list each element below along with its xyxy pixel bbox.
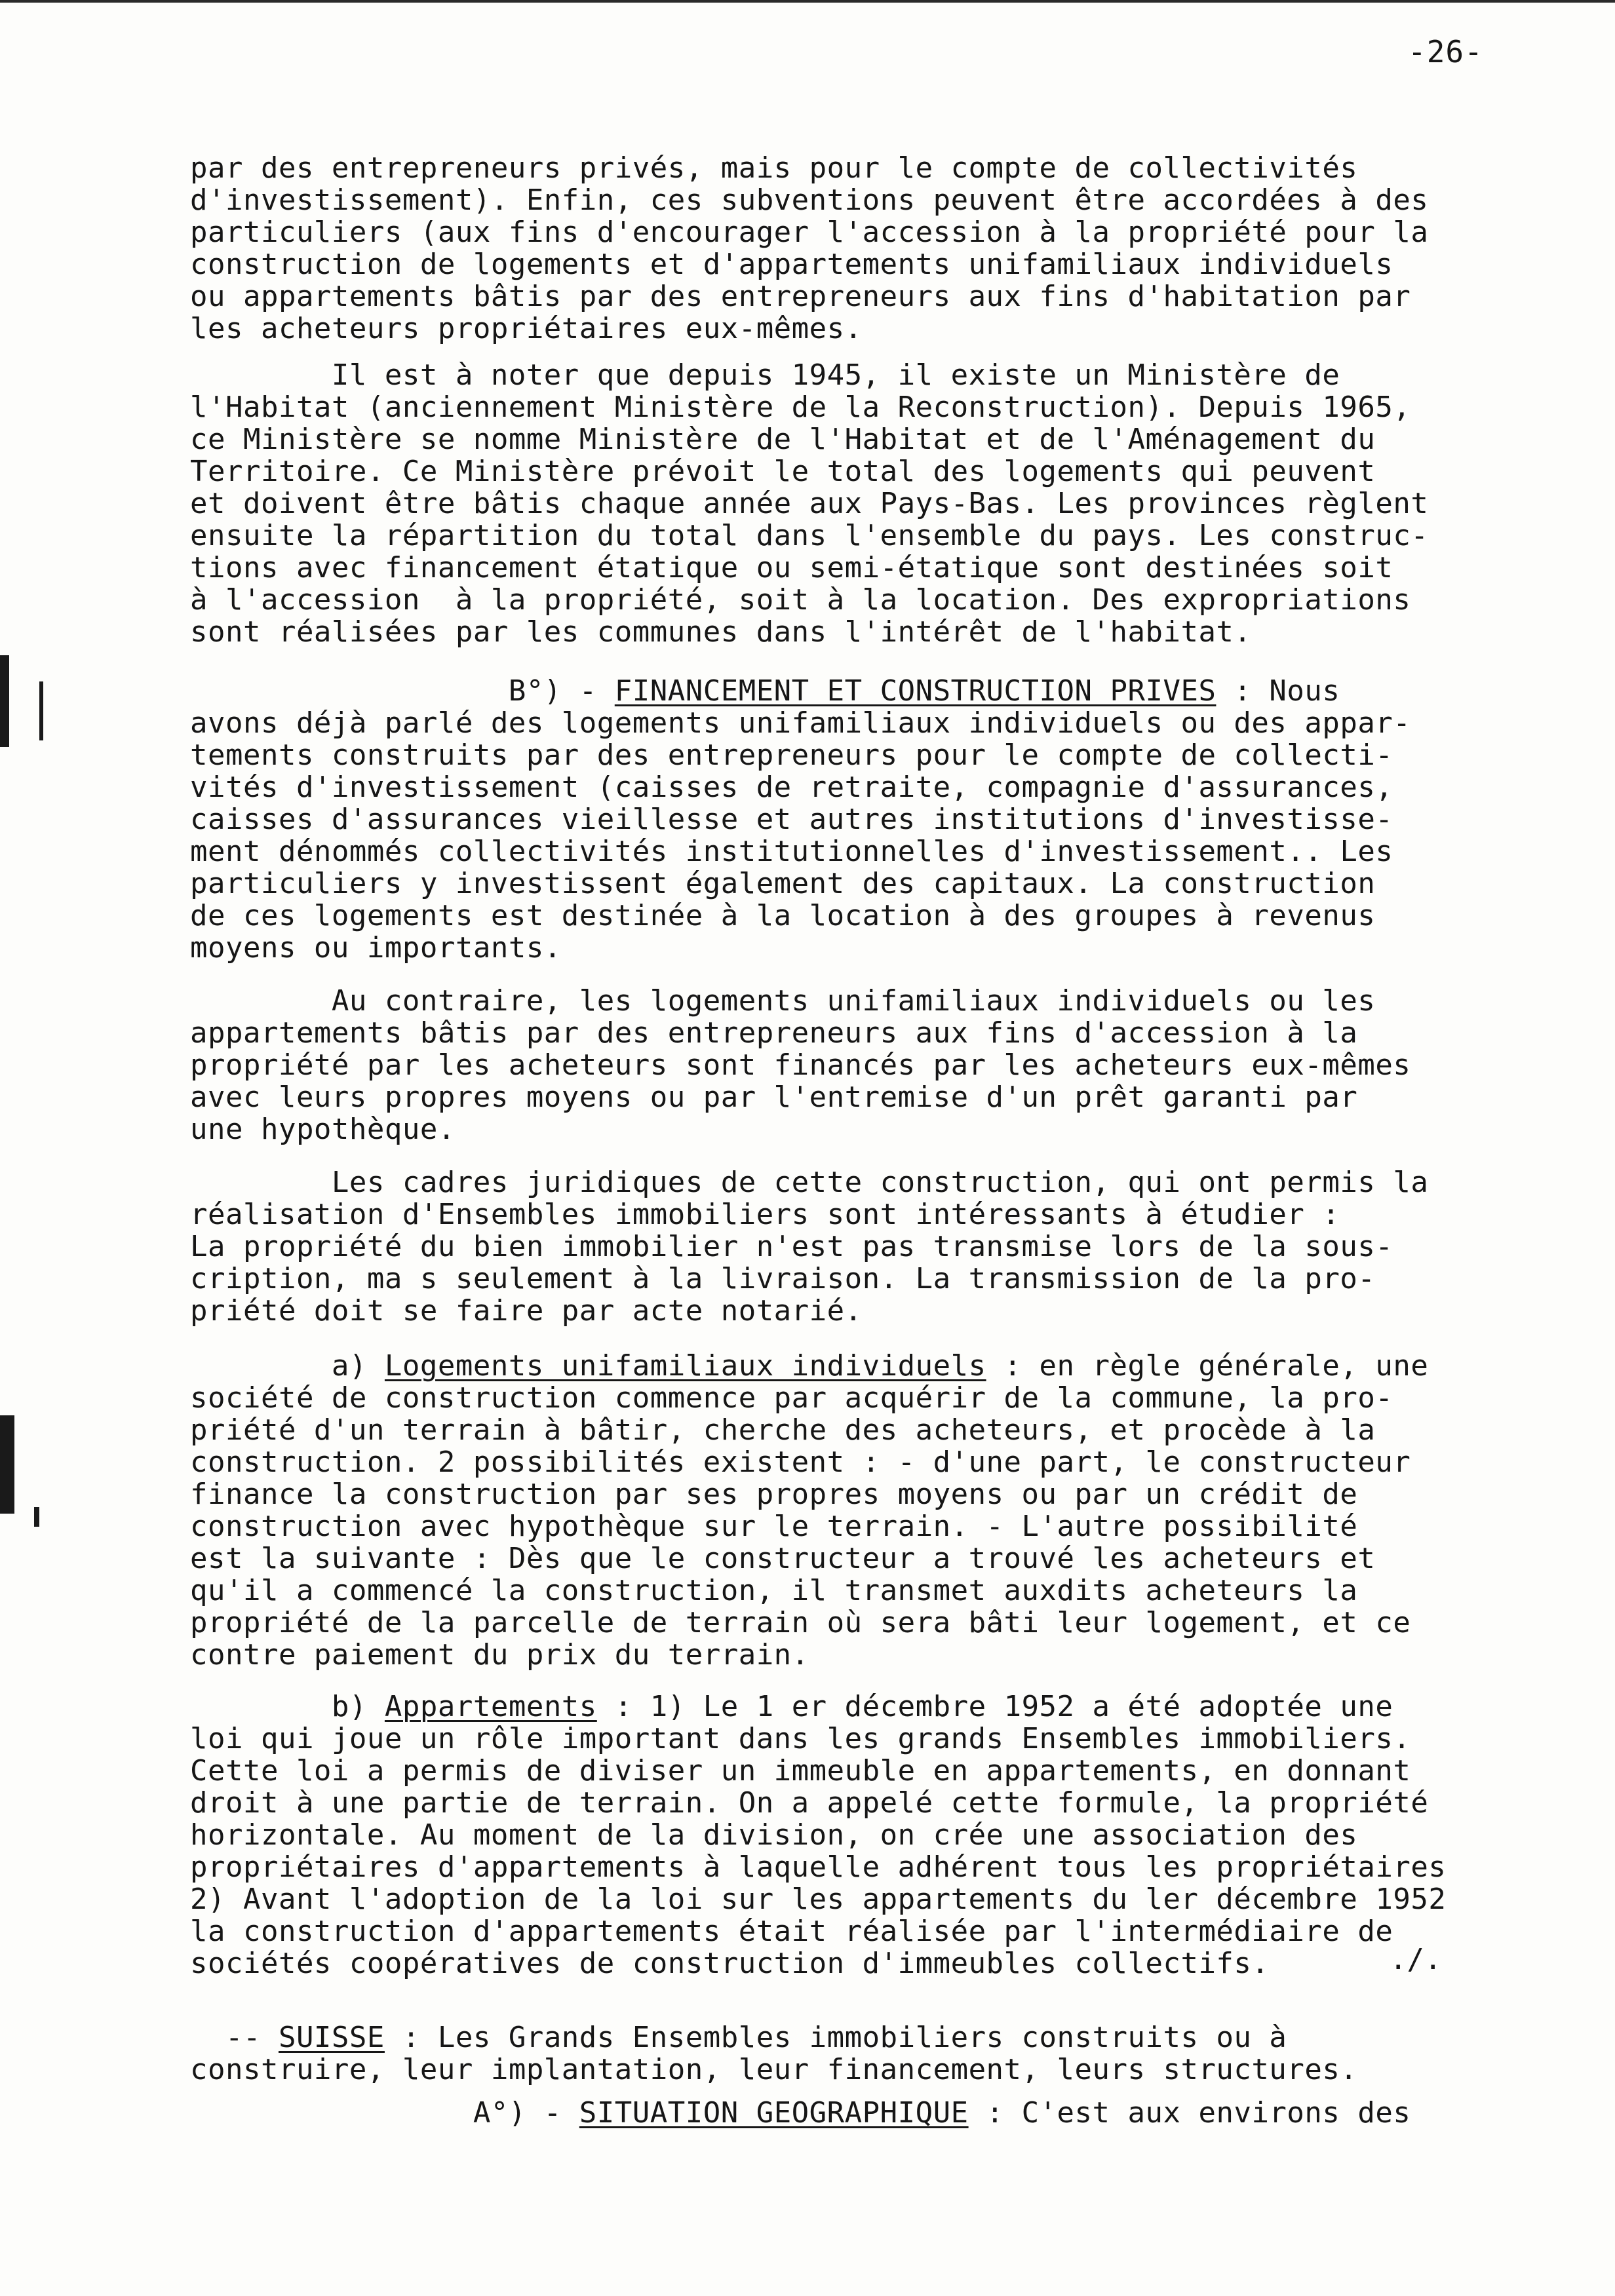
- heading-suffix: : C'est aux environs des: [968, 2096, 1411, 2130]
- text-line: horizontale. Au moment de la division, on crée une association des: [190, 1818, 1358, 1852]
- text-line: est la suivante : Dès que le constructeur a trouvé les acheteurs et: [190, 1542, 1376, 1575]
- heading-suffix: : Nous: [1216, 674, 1340, 708]
- section-heading: Appartements: [384, 1690, 597, 1723]
- heading-suffix: : Les Grands Ensembles immobiliers construits ou à: [384, 2021, 1287, 2054]
- text-line: ou appartements bâtis par des entrepreneurs aux fins d'habitation par: [190, 280, 1411, 313]
- text-line: la construction d'appartements était réalisée par l'intermédiaire de: [190, 1915, 1393, 1948]
- text-line: cription, ma s seulement à la livraison. La transmission de la pro-: [190, 1262, 1376, 1295]
- text-line: une hypothèque.: [190, 1113, 456, 1146]
- text-line: Cette loi a permis de diviser un immeuble en appartements, en donnant: [190, 1754, 1411, 1788]
- text-line: Au contraire, les logements unifamiliaux individuels ou les: [190, 984, 1376, 1018]
- text-line: Territoire. Ce Ministère prévoit le total des logements qui peuvent: [190, 455, 1376, 488]
- text-line: d'investissement). Enfin, ces subventions peuvent être accordées à des: [190, 183, 1429, 217]
- text-line: priété doit se faire par acte notarié.: [190, 1294, 863, 1328]
- text-line: construction de logements et d'appartements unifamiliaux individuels: [190, 248, 1393, 281]
- text-line: qu'il a commencé la construction, il transmet auxdits acheteurs la: [190, 1574, 1358, 1607]
- section-heading: SITUATION GEOGRAPHIQUE: [579, 2096, 969, 2130]
- text-line: particuliers (aux fins d'encourager l'accession à la propriété pour la: [190, 216, 1429, 249]
- scan-margin-mark: [34, 1507, 39, 1527]
- paragraph: [190, 675, 1615, 964]
- text-line: les acheteurs propriétaires eux-mêmes.: [190, 312, 863, 345]
- text-line: 2) Avant l'adoption de la loi sur les appartements du ler décembre 1952: [190, 1883, 1447, 1916]
- text-line: vités d'investissement (caisses de retraite, compagnie d'assurances,: [190, 771, 1393, 804]
- text-line: sociétés coopératives de construction d'immeubles collectifs.: [190, 1947, 1270, 1980]
- text-line: sont réalisées par les communes dans l'intérêt de l'habitat.: [190, 615, 1252, 649]
- text-line: La propriété du bien immobilier n'est pas transmise lors de la sous-: [190, 1230, 1393, 1263]
- text-line: moyens ou importants.: [190, 931, 562, 965]
- heading-line: [190, 2021, 1615, 2054]
- heading-suffix: : en règle générale, une: [986, 1349, 1429, 1383]
- paragraph: [190, 2097, 1615, 2129]
- scan-margin-mark: [39, 681, 43, 740]
- section-heading: SUISSE: [278, 2021, 385, 2054]
- paragraph: [190, 985, 1615, 1145]
- section-heading: Logements unifamiliaux individuels: [384, 1349, 986, 1383]
- heading-line: [190, 1350, 1615, 1382]
- text-line: priété d'un terrain à bâtir, cherche des acheteurs, et procède à la: [190, 1413, 1376, 1447]
- paragraph: [190, 359, 1615, 648]
- text-line: construire, leur implantation, leur financement, leurs structures.: [190, 2053, 1358, 2086]
- text-line: construction. 2 possibilités existent : - d'une part, le constructeur: [190, 1445, 1411, 1479]
- heading-prefix: --: [190, 2021, 279, 2054]
- heading-suffix: : 1) Le 1 er décembre 1952 a été adoptée une: [596, 1690, 1393, 1723]
- text-line: réalisation d'Ensembles immobiliers sont intéressants à étudier :: [190, 1198, 1340, 1231]
- text-line: construction avec hypothèque sur le terrain. - L'autre possibilité: [190, 1510, 1358, 1543]
- paragraph: [190, 152, 1615, 345]
- scan-top-edge: [0, 0, 1615, 3]
- text-line: ment dénommés collectivités institutionnelles d'investissement.. Les: [190, 835, 1393, 868]
- text-line: à l'accession à la propriété, soit à la location. Des expropriations: [190, 583, 1411, 617]
- paragraph: [190, 1166, 1615, 1327]
- heading-line: [190, 675, 1615, 707]
- heading-prefix: a): [190, 1349, 385, 1383]
- paragraph: [190, 1691, 1615, 1980]
- continuation-mark: ./.: [1390, 1943, 1442, 1976]
- text-line: contre paiement du prix du terrain.: [190, 1638, 809, 1672]
- text-line: avons déjà parlé des logements unifamiliaux individuels ou des appar-: [190, 706, 1411, 740]
- scan-margin-mark: [0, 1415, 14, 1514]
- text-line: par des entrepreneurs privés, mais pour le compte de collectivités: [190, 151, 1358, 185]
- page-number: -26-: [1408, 34, 1483, 69]
- text-line: ce Ministère se nomme Ministère de l'Habitat et de l'Aménagement du: [190, 423, 1376, 456]
- scan-margin-mark: [0, 655, 9, 747]
- text-line: et doivent être bâtis chaque année aux Pays-Bas. Les provinces règlent: [190, 487, 1429, 520]
- text-line: propriété de la parcelle de terrain où sera bâti leur logement, et ce: [190, 1606, 1411, 1639]
- section-heading: FINANCEMENT ET CONSTRUCTION PRIVES: [614, 674, 1216, 708]
- text-line: avec leurs propres moyens ou par l'entremise d'un prêt garanti par: [190, 1081, 1358, 1114]
- heading-prefix: B°) -: [190, 674, 615, 708]
- text-line: propriété par les acheteurs sont financés par les acheteurs eux-mêmes: [190, 1048, 1411, 1082]
- text-line: de ces logements est destinée à la location à des groupes à revenus: [190, 899, 1376, 932]
- text-line: appartements bâtis par des entrepreneurs aux fins d'accession à la: [190, 1016, 1358, 1050]
- text-line: finance la construction par ses propres moyens ou par un crédit de: [190, 1478, 1358, 1511]
- text-line: société de construction commence par acquérir de la commune, la pro-: [190, 1381, 1393, 1415]
- heading-prefix: A°) -: [190, 2096, 579, 2130]
- text-line: Les cadres juridiques de cette construction, qui ont permis la: [190, 1166, 1429, 1199]
- paragraph: [190, 2021, 1615, 2086]
- text-line: droit à une partie de terrain. On a appelé cette formule, la propriété: [190, 1786, 1429, 1820]
- text-line: tions avec financement étatique ou semi-étatique sont destinées soit: [190, 551, 1393, 584]
- heading-prefix: b): [190, 1690, 385, 1723]
- text-line: Il est à noter que depuis 1945, il existe un Ministère de: [190, 358, 1340, 392]
- heading-line: [190, 2097, 1615, 2129]
- text-line: caisses d'assurances vieillesse et autres institutions d'investisse-: [190, 803, 1393, 836]
- heading-line: [190, 1691, 1615, 1723]
- text-line: ensuite la répartition du total dans l'ensemble du pays. Les construc-: [190, 519, 1429, 552]
- text-line: particuliers y investissent également des capitaux. La construction: [190, 867, 1376, 900]
- text-line: l'Habitat (anciennement Ministère de la Reconstruction). Depuis 1965,: [190, 391, 1411, 424]
- text-line: tements construits par des entrepreneurs pour le compte de collecti-: [190, 738, 1393, 772]
- text-line: propriétaires d'appartements à laquelle adhérent tous les propriétaires: [190, 1850, 1447, 1884]
- text-line: loi qui joue un rôle important dans les grands Ensembles immobiliers.: [190, 1722, 1411, 1755]
- paragraph: [190, 1350, 1615, 1671]
